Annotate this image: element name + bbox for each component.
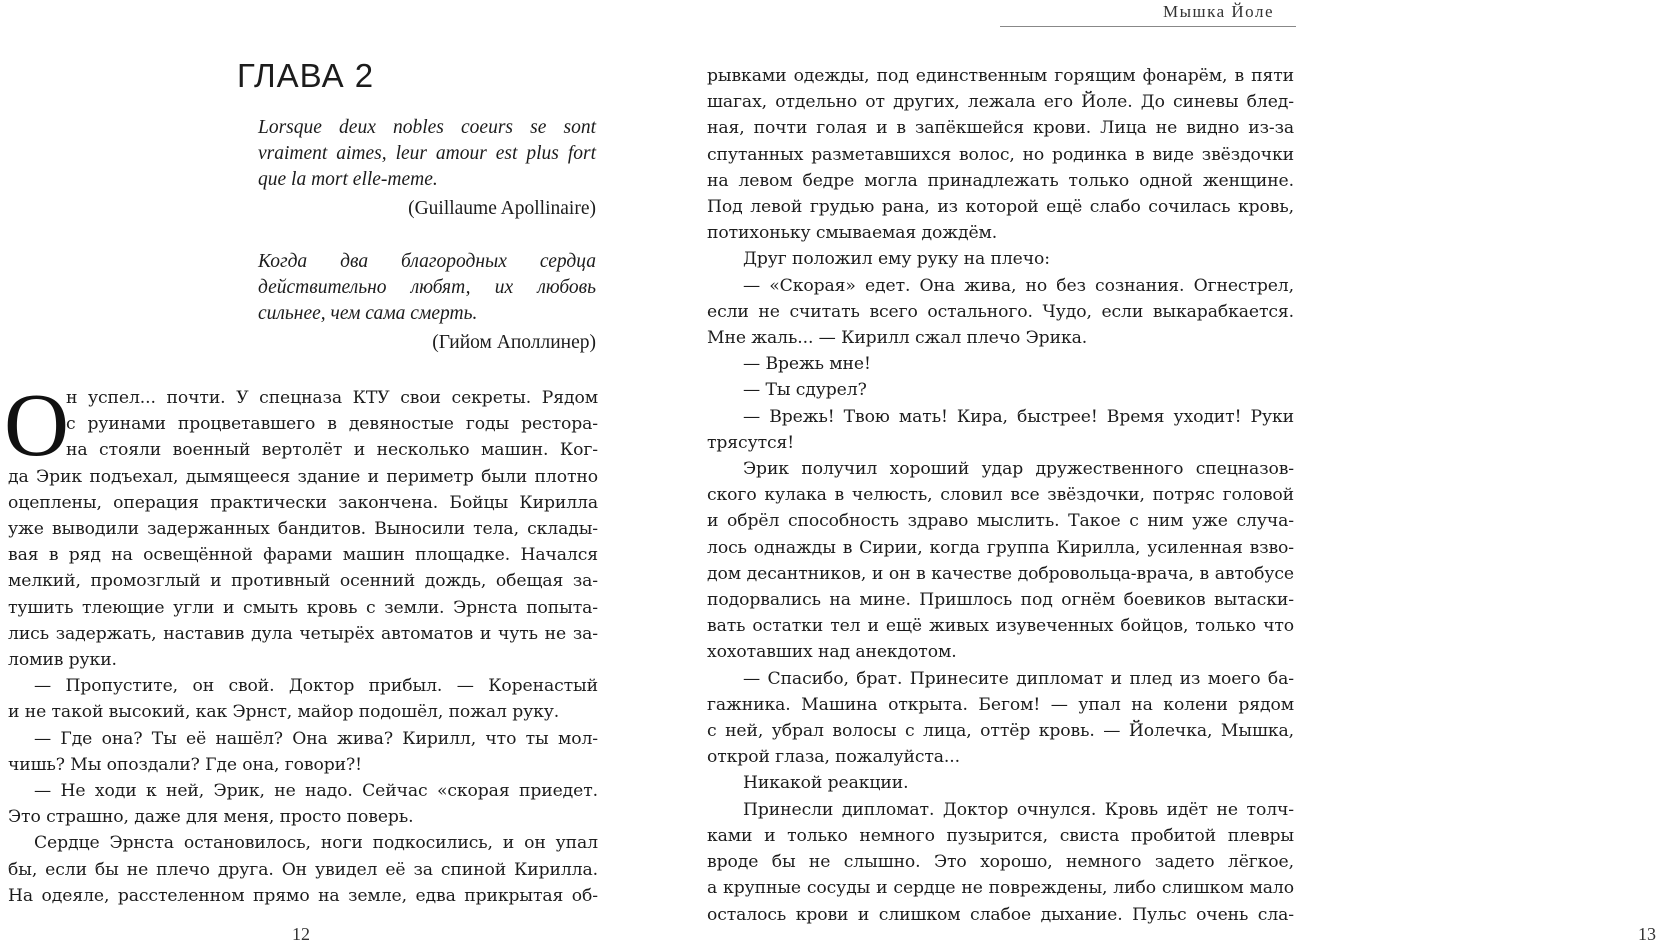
text-line: — Не ходи к ней, Эрик, не надо. Сейчас «скорая приедет.: [34, 781, 598, 802]
text-line: да Эрик подъехал, дымящееся здание и периметр были плотно: [8, 466, 598, 487]
epigraph-line: Lorsque deux nobles coeurs se sont: [258, 117, 596, 138]
epigraph-line: сильнее, чем сама смерть.: [258, 303, 478, 324]
epigraph-russian: [258, 249, 596, 356]
epigraph-russian-author: (Гийом Аполлинер): [432, 332, 596, 353]
text-line: Никакой реакции.: [743, 773, 909, 794]
text-line: — Врежь! Твою мать! Кира, быстрее! Время уходит! Руки: [743, 406, 1294, 427]
text-line: вая в ряд на освещённой фарами машин площадке. Начался: [8, 545, 598, 566]
right-body-text: [707, 63, 1294, 928]
text-line: н успел... почти. У спецназа КТУ свои секреты. Рядом: [66, 388, 598, 408]
text-line: вроде бы не слышно. Это хорошо, немного задето лёгкое,: [707, 852, 1294, 873]
epigraph-french-author: (Guillaume Apollinaire): [408, 198, 596, 219]
text-line: хохотавших над анекдотом.: [707, 642, 957, 663]
text-line: Это страшно, даже для меня, просто поверь.: [8, 807, 414, 828]
text-line: Друг положил ему руку на плечо:: [743, 249, 1050, 270]
text-line: ками и только немного пузырится, свиста пробитой плевры: [707, 825, 1294, 846]
text-line: — Спасибо, брат. Принесите дипломат и плед из моего ба-: [743, 668, 1294, 689]
text-line: — Ты сдурел?: [743, 380, 867, 401]
text-line: оцеплены, операция практически закончена. Бойцы Кирилла: [8, 492, 598, 513]
text-line: рывками одежды, под единственным горящим фонарём, в пяти: [707, 66, 1294, 86]
text-line: ского кулака в челюсть, словил все звёздочки, потряс головой: [707, 485, 1294, 506]
text-line: с руинами процветавшего в девяностые годы рестора-: [66, 414, 598, 435]
text-line: лось однажды в Сирии, когда группа Кирилла, усиленная взво-: [707, 537, 1294, 558]
text-line: открой глаза, пожалуйста...: [707, 747, 961, 768]
epigraph-french-text: [258, 115, 596, 193]
text-line: гажника. Машина открыта. Бегом! — упал на колени рядом: [707, 694, 1294, 715]
text-line: спутанных разметавшихся волос, но родинка в виде звёздочки: [707, 144, 1294, 165]
text-line: трясутся!: [707, 432, 795, 453]
text-line: Принесли дипломат. Доктор очнулся. Кровь идёт не толч-: [743, 799, 1294, 820]
text-line: и обрёл способность здраво мыслить. Такое с ним уже случа-: [707, 511, 1294, 532]
text-line: на левом бедре могла принадлежать только одной женщине.: [707, 170, 1294, 191]
text-line: — «Скорая» едет. Она жива, но без сознания. Огнестрел,: [743, 275, 1294, 296]
text-line: На одеяле, расстеленном прямо на земле, едва прикрытая об-: [8, 885, 598, 906]
epigraph-russian-text: [258, 249, 596, 327]
text-line: шагах, отдельно от других, лежала его Йоле. До синевы блед-: [707, 92, 1294, 113]
text-line: Мне жаль... — Кирилл сжал плечо Эрика.: [707, 328, 1088, 349]
text-line: Сердце Эрнста остановилось, ноги подкосились, и он упал: [34, 833, 598, 854]
drop-cap: О: [4, 376, 69, 475]
page-number: 12: [292, 924, 310, 944]
text-line: мелкий, промозглый и противный осенний дождь, обещая за-: [8, 571, 598, 592]
text-line: ломив руки.: [8, 650, 117, 671]
text-line: потихоньку смываемая дождём.: [707, 223, 998, 244]
text-line: на стояли военный вертолёт и несколько машин. Ког-: [66, 440, 598, 461]
text-line: бы, если бы не плечо друга. Он увидел её за спиной Кирилла.: [8, 859, 598, 880]
text-line: и не такой высокий, как Эрнст, майор подошёл, пожал руку.: [8, 702, 560, 723]
left-body-text: [8, 385, 598, 909]
text-line: а крупные сосуды и сердце не повреждены, либо слишком мало: [707, 878, 1294, 899]
page-number: 13: [1638, 924, 1656, 944]
chapter-title: ГЛАВА 2: [237, 57, 375, 94]
epigraph-line: действительно любят, их любовь: [258, 277, 596, 298]
text-line: дом десантников, и он в качестве добровольца-врача, в автобусе: [707, 563, 1294, 584]
epigraph-french: [258, 115, 596, 222]
header-rule: [1000, 26, 1296, 27]
epigraph-line: vraiment aimes, leur amour est plus fort: [258, 143, 596, 164]
epigraph-line: Когда два благородных сердца: [258, 251, 596, 272]
text-line: ная, почти голая и в запёкшейся крови. Лица не видно из-за: [707, 118, 1294, 139]
left-page: [0, 0, 648, 944]
text-line: уже выводили задержанных бандитов. Выносили тела, склады-: [8, 519, 598, 540]
epigraph-line: que la mort elle-meme.: [258, 169, 438, 190]
text-line: вать остатки тел и ещё живых изувеченных бойцов, только что: [707, 616, 1294, 637]
text-line: — Врежь мне!: [743, 354, 871, 375]
text-line: подорвались на мине. Пришлось под огнём боевиков вытаски-: [707, 590, 1294, 611]
text-line: чишь? Мы опоздали? Где она, говори?!: [8, 754, 362, 775]
text-line: с ней, убрал волосы с лица, оттёр кровь. — Йолечка, Мышка,: [707, 721, 1294, 742]
text-line: осталось крови и слишком слабое дыхание. Пульс очень сла-: [707, 904, 1294, 925]
text-line: Эрик получил хороший удар дружественного спецназов-: [743, 459, 1294, 480]
text-line: — Где она? Ты её нашёл? Она жива? Кирилл, что ты мол-: [34, 728, 598, 749]
running-head: Мышка Йоле: [1162, 2, 1274, 21]
text-line: если не считать всего остального. Чудо, если выкарабкается.: [707, 301, 1294, 322]
text-line: лись задержать, наставив дула четырёх автоматов и чуть не за-: [8, 623, 598, 644]
text-line: тушить тлеющие угли и смыть кровь с земли. Эрнста попыта-: [8, 597, 598, 618]
text-line: — Пропустите, он свой. Доктор прибыл. — Коренастый: [34, 676, 598, 697]
text-line: Под левой грудью рана, из которой ещё слабо сочилась кровь,: [707, 197, 1294, 218]
